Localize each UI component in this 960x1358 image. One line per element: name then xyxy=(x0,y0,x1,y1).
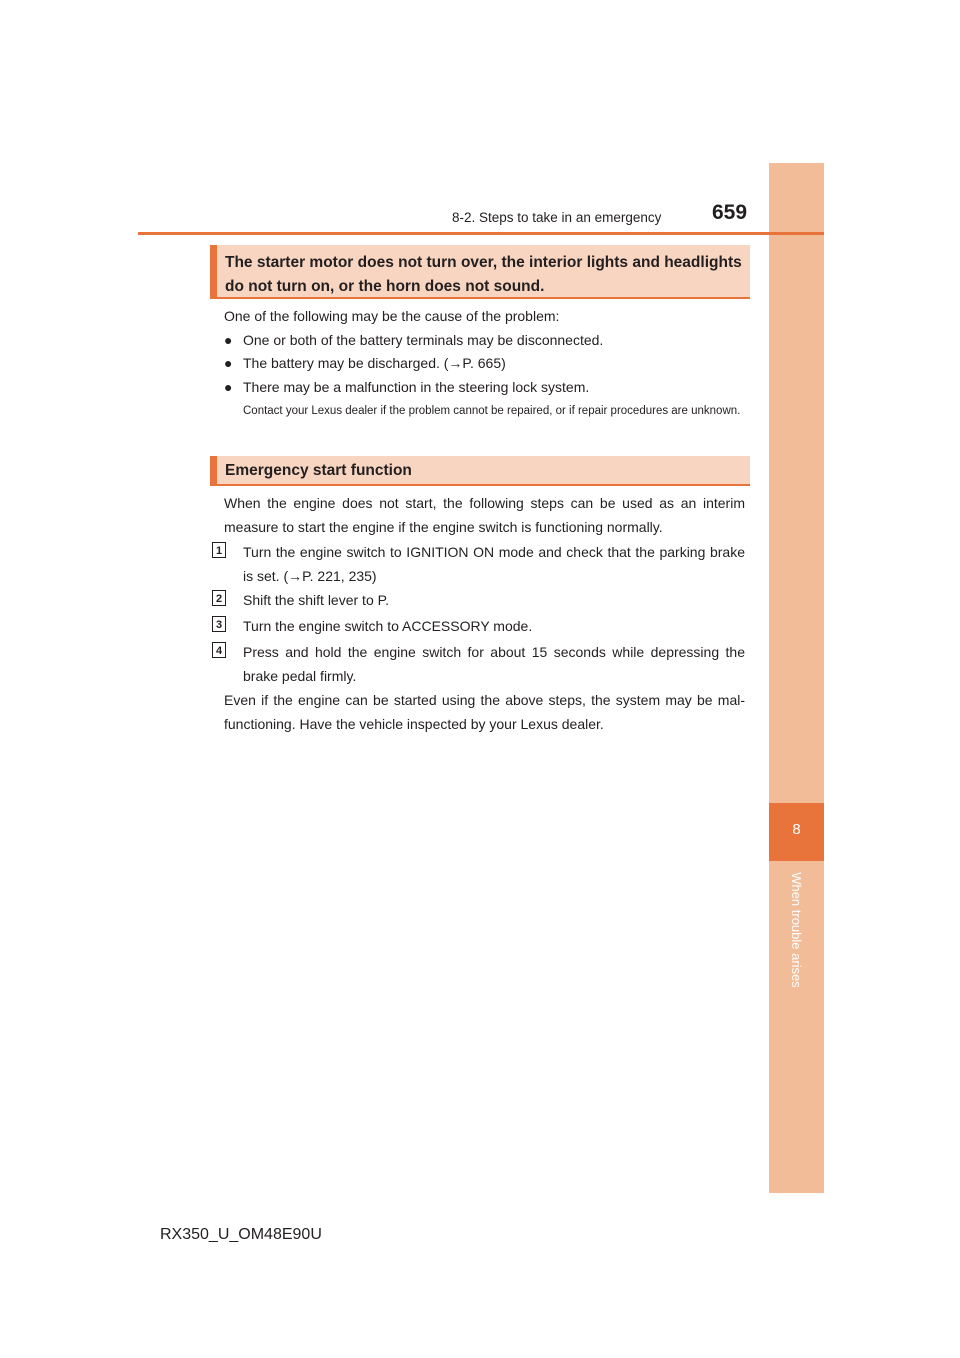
closing-paragraph: Even if the engine can be started using the above steps, the system may be mal-functioning. Have the vehicle inspected by your Lexus dealer. xyxy=(224,692,745,732)
running-header-section: 8-2. Steps to take in an emergency xyxy=(452,210,662,225)
note-text: Contact your Lexus dealer if the problem cannot be repaired, or if repair procedures are unknown. xyxy=(243,405,741,417)
section-heading-emergency-start xyxy=(210,456,750,486)
bullet-icon: ● xyxy=(224,355,233,371)
step-text: Turn the engine switch to ACCESSORY mode. xyxy=(243,618,533,634)
step-text: Turn the engine switch to IGNITION ON mode and check that the parking brake is set. (→P. 221, 235) xyxy=(243,544,745,584)
step-number: 4 xyxy=(212,642,226,658)
step-text: Shift the shift lever to P. xyxy=(243,592,390,608)
section-intro: One of the following may be the cause of the problem: xyxy=(224,308,560,324)
bullet-icon: ● xyxy=(224,379,233,395)
chapter-side-tab xyxy=(769,163,824,1193)
chapter-number-tab xyxy=(769,803,824,861)
chapter-number: 8 xyxy=(792,821,801,838)
section-title: Emergency start function xyxy=(225,462,412,479)
page-number: 659 xyxy=(712,201,748,224)
header-rule xyxy=(138,232,824,235)
chapter-title: When trouble arises xyxy=(789,872,804,988)
document-code: RX350_U_OM48E90U xyxy=(160,1226,322,1243)
step-number: 2 xyxy=(212,590,226,606)
step-text: Press and hold the engine switch for about 15 seconds while depressing the brake pedal firmly. xyxy=(243,644,745,684)
section-heading-starter-motor xyxy=(210,245,750,299)
step-number: 3 xyxy=(212,616,226,632)
section-title: The starter motor does not turn over, the interior lights and headlights do not turn on, or the horn does not sound. xyxy=(225,254,742,295)
section-intro: When the engine does not start, the following steps can be used as an interim measure to start the engine if the engine switch is functioning normally. xyxy=(224,495,745,535)
bullet-icon: ● xyxy=(224,332,233,348)
step-number: 1 xyxy=(212,542,226,558)
